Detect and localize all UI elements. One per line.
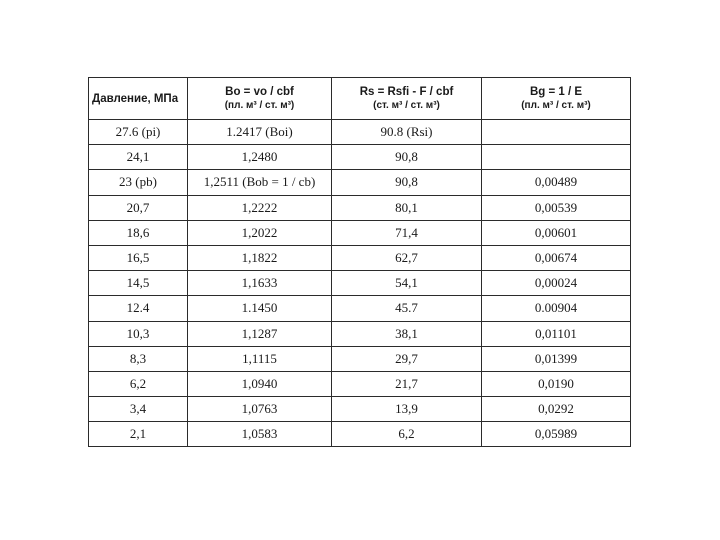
bg-cell: [482, 145, 631, 170]
bo-cell: 1,0583: [188, 422, 332, 447]
pressure-cell: 24,1: [89, 145, 188, 170]
pressure-cell: 16,5: [89, 245, 188, 270]
rs-cell: 90.8 (Rsi): [332, 120, 482, 145]
pressure-cell: 23 (pb): [89, 170, 188, 195]
rs-cell: 38,1: [332, 321, 482, 346]
bg-cell: 0,01101: [482, 321, 631, 346]
table-row: [89, 346, 631, 371]
bg-cell: [482, 120, 631, 145]
header-bo-formula: Bo = vo / cbf: [225, 86, 294, 98]
rs-cell: 90,8: [332, 170, 482, 195]
pressure-cell: 18,6: [89, 220, 188, 245]
bo-cell: 1,1633: [188, 271, 332, 296]
bo-cell: 1,2222: [188, 195, 332, 220]
header-row: [89, 78, 631, 120]
table-row: [89, 220, 631, 245]
header-bg-formula: Bg = 1 / E: [529, 86, 583, 98]
header-rs-unit: (ст. м³ / ст. м³): [373, 100, 440, 111]
rs-cell: 62,7: [332, 245, 482, 270]
rs-cell: 90,8: [332, 145, 482, 170]
bg-cell: 0,01399: [482, 346, 631, 371]
pressure-cell: 12.4: [89, 296, 188, 321]
bg-cell: 0,00489: [482, 170, 631, 195]
bo-cell: 1,1115: [188, 346, 332, 371]
rs-cell: 71,4: [332, 220, 482, 245]
bo-cell: 1,2511 (Bob = 1 / cb): [188, 170, 332, 195]
table-row: [89, 371, 631, 396]
pressure-cell: 2,1: [89, 422, 188, 447]
table-row: [89, 170, 631, 195]
header-bg: [482, 78, 631, 120]
rs-cell: 13,9: [332, 397, 482, 422]
bg-cell: 0,00539: [482, 195, 631, 220]
header-pressure: [89, 78, 188, 120]
bo-cell: 1.1450: [188, 296, 332, 321]
bo-cell: 1,1287: [188, 321, 332, 346]
rs-cell: 6,2: [332, 422, 482, 447]
table-row: [89, 245, 631, 270]
bg-cell: 0.00904: [482, 296, 631, 321]
rs-cell: 80,1: [332, 195, 482, 220]
header-bg-unit: (пл. м³ / ст. м³): [521, 100, 591, 111]
bg-cell: 0,05989: [482, 422, 631, 447]
bo-cell: 1.2417 (Boi): [188, 120, 332, 145]
header-rs-formula: Rs = Rsfi - F / cbf: [359, 86, 454, 98]
table-row: [89, 195, 631, 220]
bo-cell: 1,0763: [188, 397, 332, 422]
table-row: [89, 296, 631, 321]
table-row: [89, 397, 631, 422]
pressure-cell: 27.6 (pi): [89, 120, 188, 145]
pressure-cell: 6,2: [89, 371, 188, 396]
table-row: [89, 422, 631, 447]
bg-cell: 0,0190: [482, 371, 631, 396]
pressure-cell: 20,7: [89, 195, 188, 220]
pressure-cell: 10,3: [89, 321, 188, 346]
rs-cell: 45.7: [332, 296, 482, 321]
header-bo: [188, 78, 332, 120]
table-row: [89, 145, 631, 170]
pressure-cell: 14,5: [89, 271, 188, 296]
table-row: [89, 321, 631, 346]
table-body: [89, 120, 631, 447]
bo-cell: 1,2022: [188, 220, 332, 245]
bg-cell: 0,0292: [482, 397, 631, 422]
rs-cell: 21,7: [332, 371, 482, 396]
rs-cell: 54,1: [332, 271, 482, 296]
pressure-cell: 8,3: [89, 346, 188, 371]
header-rs: [332, 78, 482, 120]
table-row: [89, 271, 631, 296]
pressure-cell: 3,4: [89, 397, 188, 422]
bg-cell: 0,00024: [482, 271, 631, 296]
bo-cell: 1,0940: [188, 371, 332, 396]
table-row: [89, 120, 631, 145]
header-bo-unit: (пл. м³ / ст. м³): [224, 100, 295, 111]
bo-cell: 1,1822: [188, 245, 332, 270]
bg-cell: 0,00601: [482, 220, 631, 245]
rs-cell: 29,7: [332, 346, 482, 371]
pvt-table: [88, 77, 631, 447]
header-pressure-label: Давление, МПа: [92, 92, 179, 105]
bo-cell: 1,2480: [188, 145, 332, 170]
bg-cell: 0,00674: [482, 245, 631, 270]
